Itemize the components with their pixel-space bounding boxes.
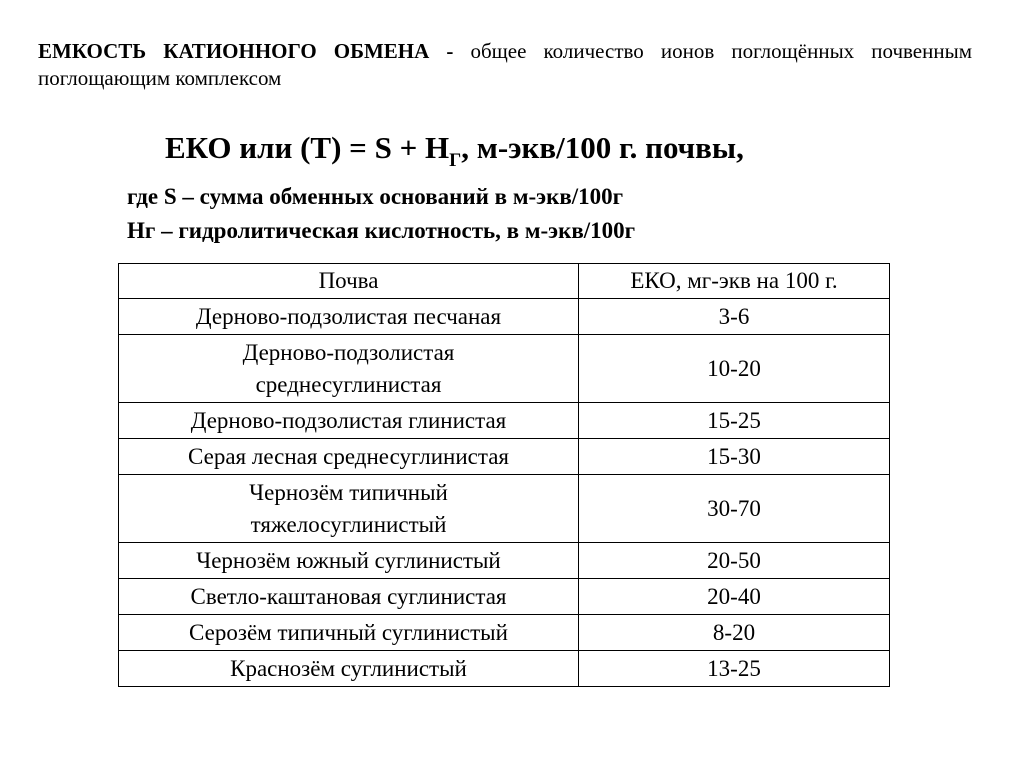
soil-name: Дерново-подзолистая песчаная: [195, 303, 502, 329]
cec-cell: 15-30: [579, 439, 890, 475]
header-soil: Почва: [119, 264, 579, 299]
legend-line-s: где S – сумма обменных оснований в м-экв/100г: [127, 184, 624, 209]
formula-tail: , м-экв/100 г. почвы,: [461, 130, 744, 165]
cec-cell: 8-20: [579, 615, 890, 651]
cec-cell: 13-25: [579, 651, 890, 687]
table-row: [119, 335, 890, 403]
soil-cell: [119, 475, 579, 543]
soil-cell: [119, 579, 579, 615]
soil-name: Серая лесная среднесуглинистая: [188, 443, 509, 469]
formula-legend: [127, 180, 635, 248]
table-row: [119, 403, 890, 439]
soil-name-line: Чернозём типичный: [249, 479, 448, 505]
soil-cell: [119, 651, 579, 687]
soil-cell: [119, 615, 579, 651]
soil-name: Чернозём южный суглинистый: [196, 547, 501, 573]
formula-main: ЕКО или (Т) = S + Н: [165, 130, 450, 165]
table-header-row: [119, 264, 890, 299]
table-row: [119, 475, 890, 543]
legend-line-hg: Нг – гидролитическая кислотность, в м-экв/100г: [127, 218, 636, 243]
soil-name: Дерново-подзолистая глинистая: [190, 407, 507, 433]
soil-name: Светло-каштановая суглинистая: [190, 583, 507, 609]
cec-cell: 15-25: [579, 403, 890, 439]
cec-cell: 3-6: [579, 299, 890, 335]
table-row: [119, 299, 890, 335]
soil-cec-table: [118, 263, 890, 687]
cec-cell: 30-70: [579, 475, 890, 543]
soil-cell: [119, 299, 579, 335]
soil-cell: [119, 439, 579, 475]
cec-cell: 20-50: [579, 543, 890, 579]
table-row: [119, 439, 890, 475]
soil-name: Краснозём суглинистый: [230, 655, 467, 681]
soil-name-line: среднесуглинистая: [255, 371, 442, 397]
table-row: [119, 615, 890, 651]
soil-name: Серозём типичный суглинистый: [189, 619, 508, 645]
formula: [165, 128, 744, 173]
definition-paragraph: [38, 38, 972, 92]
table-row: [119, 579, 890, 615]
soil-name-line: тяжелосуглинистый: [250, 511, 447, 537]
soil-cell: [119, 403, 579, 439]
formula-subscript: Г: [449, 150, 462, 171]
soil-name-line: Дерново-подзолистая: [242, 339, 455, 365]
soil-cell: [119, 543, 579, 579]
soil-cell: [119, 335, 579, 403]
table-row: [119, 651, 890, 687]
definition-text: общее количество ионов поглощённых почвенным поглощающим комплексом: [38, 39, 973, 90]
cec-cell: 10-20: [579, 335, 890, 403]
header-cec: ЕКО, мг-экв на 100 г.: [579, 264, 890, 299]
cec-cell: 20-40: [579, 579, 890, 615]
definition-term: ЕМКОСТЬ КАТИОННОГО ОБМЕНА -: [38, 39, 454, 63]
table-row: [119, 543, 890, 579]
